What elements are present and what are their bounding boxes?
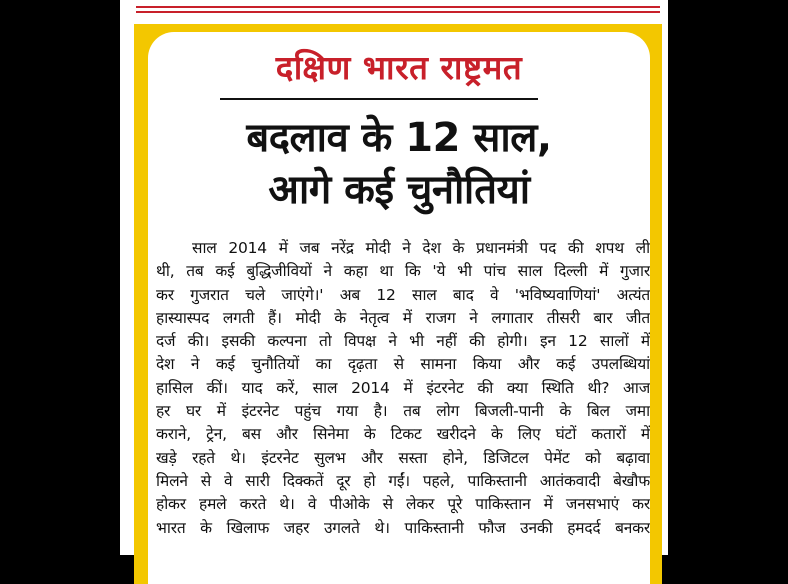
article-line: दर्ज की। इसकी कल्पना तो विपक्ष ने भी नहीं की होगी। इन 12 सालों में [156, 332, 650, 351]
article-line: हर घर में इंटरनेट पहुंच गया है। तब लोग बिजली-पानी के बिल जमा [156, 402, 650, 421]
article-line: साल 2014 में जब नरेंद्र मोदी ने देश के प्रधानमंत्री पद की शपथ ली [192, 239, 650, 257]
article-line: हासिल कीं। याद करें, साल 2014 में इंटरनेट की क्या स्थिति थी? आज [156, 378, 650, 397]
article-line: भारत के खिलाफ जहर उगलते थे। पाकिस्तानी फौज उनकी हमदर्द बनकर [156, 518, 650, 537]
newspaper-page [120, 0, 668, 555]
article-line: खड़े रहते थे। इंटरनेट सुलभ और सस्ता होने, डिजिटल पेमेंट को बढ़ावा [156, 448, 650, 467]
masthead: दक्षिण भारत राष्ट्रमत [275, 48, 523, 87]
article-line: मिलने से वे सारी दिक्कतें दूर हो गईं। पहले, पाकिस्तानी आतंकवादी बेखौफ [156, 471, 650, 490]
article-body [156, 237, 650, 540]
article-line: कराने, ट्रेन, बस और सिनेमा के टिकट खरीदने के लिए घंटों कतारों में [156, 425, 650, 444]
masthead-rule [220, 98, 538, 100]
headline [148, 112, 650, 216]
headline-line: आगे कई चुनौतियां [268, 167, 530, 213]
editorial-frame [134, 24, 662, 584]
top-rule [136, 6, 660, 8]
article-line: होकर हमले करते थे। वे पीओके से लेकर पूरे पाकिस्तान में जनसभाएं कर [156, 495, 650, 514]
article-line: देश ने कई चुनौतियों का दृढ़ता से सामना किया और कई उपलब्धियां [156, 355, 650, 374]
editorial-panel [148, 32, 650, 584]
headline-line: बदलाव के 12 साल, [246, 115, 552, 161]
article-line: हास्यास्पद लगती हैं। मोदी के नेतृत्व में राजग ने लगातार तीसरी बार जीत [156, 308, 650, 327]
article-line: कर गुजरात चले जाएंगे।' अब 12 साल बाद वे 'भविष्यवाणियां' अत्यंत [156, 285, 650, 304]
article-line: थी, तब कई बुद्धिजीवियों ने कहा था कि 'ये भी पांच साल दिल्ली में गुजार [156, 262, 650, 281]
top-rule [136, 11, 660, 13]
